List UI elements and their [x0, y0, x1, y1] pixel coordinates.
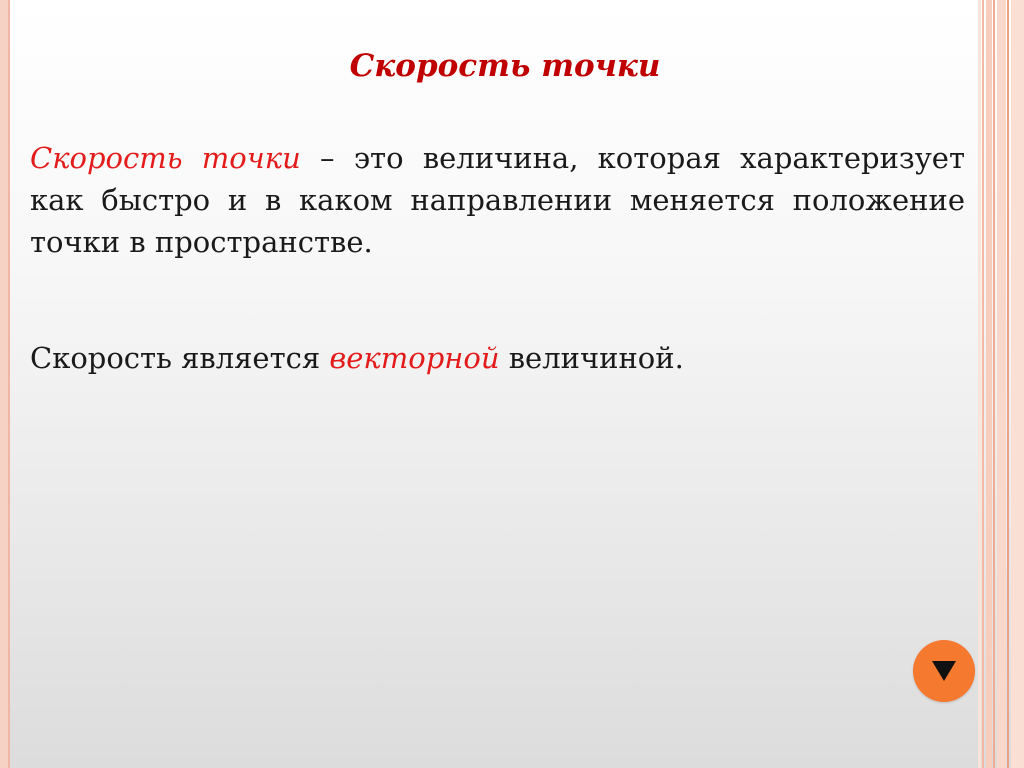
defined-term: Скорость точки — [30, 141, 301, 175]
slide-title: Скорость точки — [349, 48, 661, 84]
stripe — [993, 0, 995, 768]
definition-text: – это величина, которая характеризует как быстро и в каком направлении меняется положение точки в пространстве. — [30, 141, 965, 259]
stripe — [982, 0, 984, 768]
definition-paragraph — [30, 137, 965, 263]
left-decorative-border — [0, 0, 10, 768]
down-triangle-icon — [931, 660, 957, 682]
vector-statement-paragraph — [30, 337, 965, 379]
statement-end: величиной. — [499, 341, 684, 375]
stripe — [978, 0, 981, 768]
stripe — [997, 0, 1006, 768]
right-decorative-stripes — [978, 0, 1024, 768]
next-slide-button[interactable] — [913, 640, 975, 702]
stripe — [986, 0, 992, 768]
highlighted-word: векторной — [329, 341, 500, 375]
stripe — [1011, 0, 1024, 768]
stripe — [1007, 0, 1009, 768]
statement-start: Скорость является — [30, 341, 330, 375]
